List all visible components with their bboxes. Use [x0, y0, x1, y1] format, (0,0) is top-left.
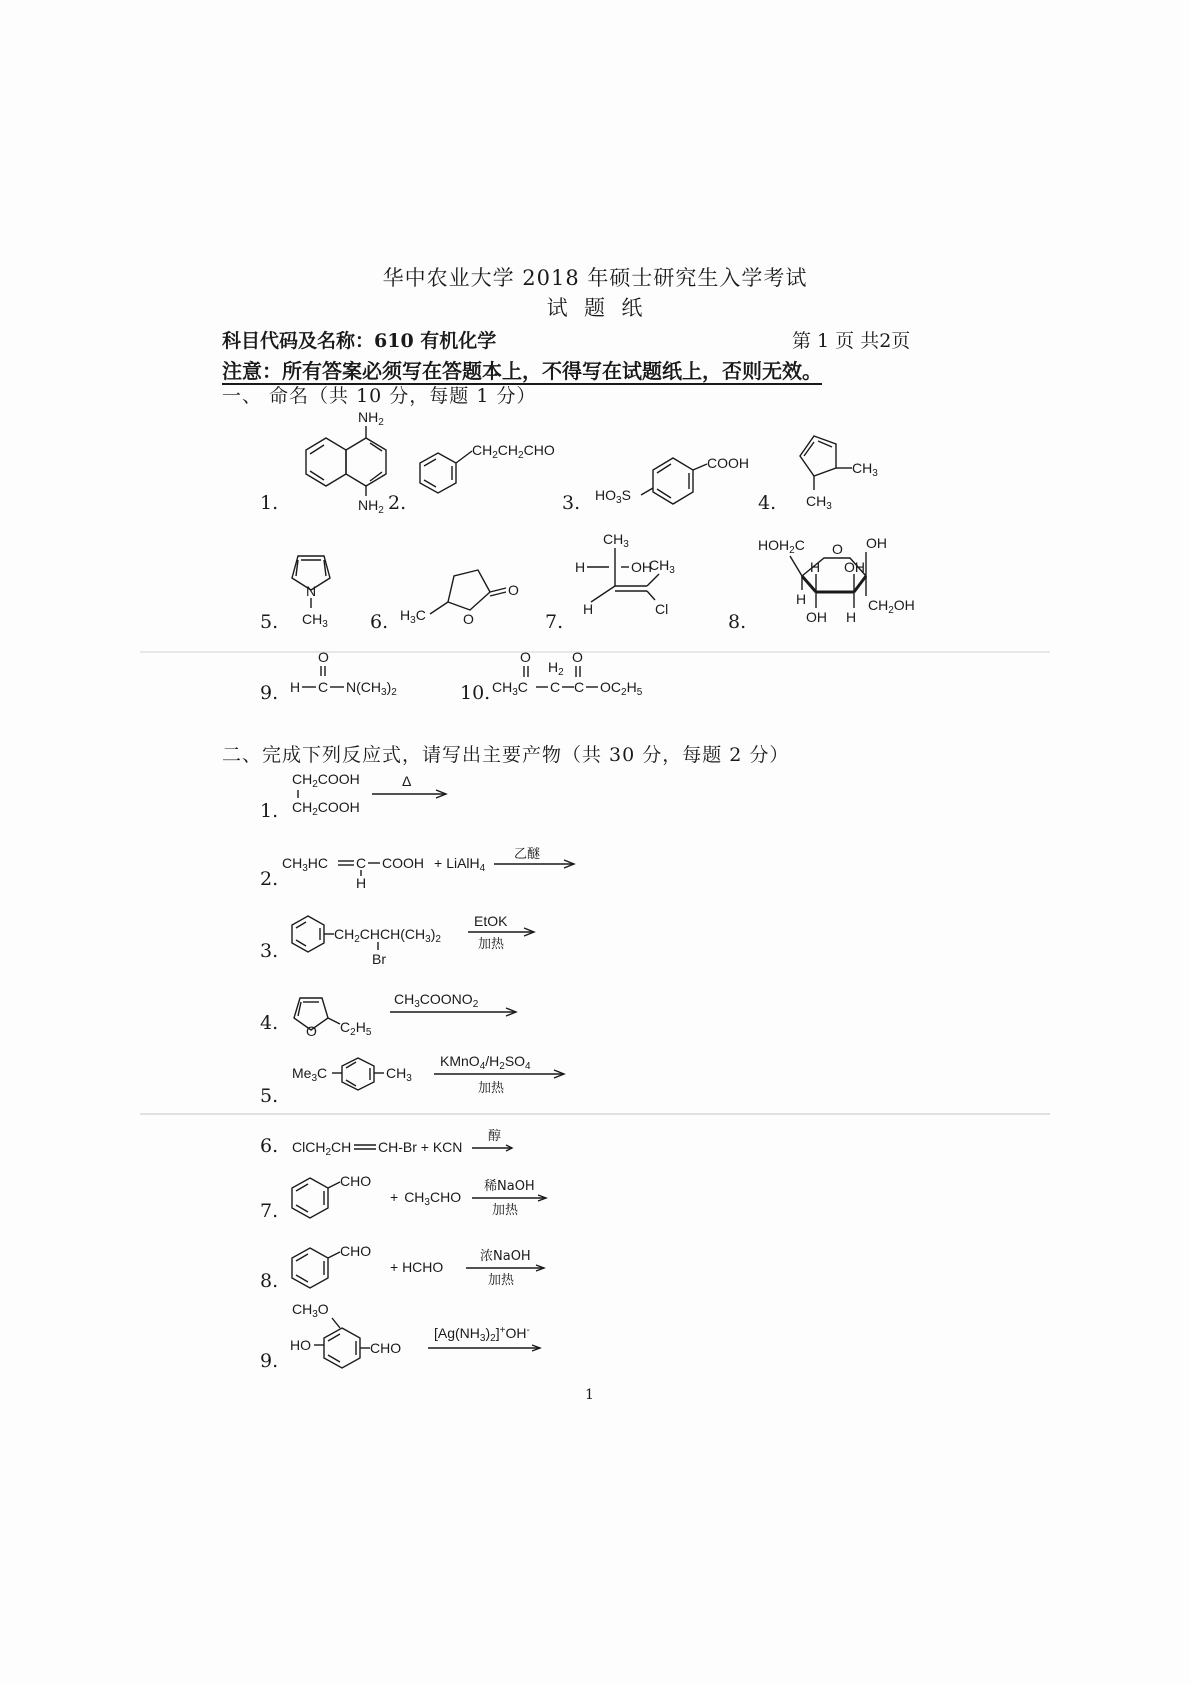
svg-text:ClCH2CH	[292, 1139, 351, 1158]
o-label: O	[832, 541, 843, 557]
sub: 2	[391, 687, 397, 698]
ch3-label: CH	[386, 1065, 407, 1081]
reaction-6	[292, 1128, 552, 1168]
nh2-label: NH	[358, 497, 379, 513]
structure-lactone	[400, 560, 530, 630]
o-label: O	[463, 611, 474, 627]
sub: 4	[479, 863, 486, 874]
svg-text:KMnO4/H2SO4	[440, 1053, 531, 1072]
notice: 注意：所有答案必须写在答题本上，不得写在试题纸上，否则无效。	[222, 359, 822, 383]
svg-text:CH2CH2CHO	[472, 442, 555, 461]
sub: 2	[558, 667, 564, 678]
sub: 2	[354, 934, 360, 945]
paren: )	[430, 926, 436, 942]
q1-3-number: 3.	[562, 492, 581, 514]
svg-text:HOH2C	[758, 537, 805, 556]
h-label: H	[575, 559, 586, 575]
clch2ch-label: ClCH	[292, 1139, 326, 1155]
hc-label: HC	[307, 855, 329, 871]
oh-label: OH	[631, 559, 652, 575]
ch3coono-label: CH	[394, 991, 415, 1007]
h-label: H	[626, 679, 637, 695]
q1-5-number: 5.	[260, 611, 279, 633]
c-label: C	[356, 855, 367, 871]
structure-phenylpropanal	[418, 442, 578, 505]
sub: 3	[669, 565, 675, 576]
ch3-label: CH	[302, 611, 323, 627]
h-label: H	[796, 591, 807, 607]
svg-text:NH2	[358, 497, 384, 516]
h-label: H	[355, 1019, 366, 1035]
bracket: ]	[495, 1325, 500, 1341]
oh-label: OH	[866, 535, 887, 551]
page-number: 1	[585, 1387, 594, 1403]
cooh-label: COOH	[317, 771, 360, 787]
h3c-label: H	[400, 607, 411, 623]
sub: 3	[311, 1073, 318, 1084]
alcohol-label: 醇	[488, 1129, 502, 1144]
q1-1-number: 1.	[260, 492, 279, 514]
q2-2-number: 2.	[260, 868, 279, 890]
h-label: H	[810, 559, 821, 575]
sub: 2	[325, 1147, 332, 1158]
svg-text:H3C	[400, 607, 426, 626]
sub: 4	[479, 1061, 486, 1072]
ch3-label: CH	[603, 531, 624, 547]
oh-label: OH	[505, 1325, 527, 1341]
svg-text:+LiAlH4	[434, 855, 486, 874]
q2-5-number: 5.	[260, 1085, 279, 1107]
cho-label: CHO	[340, 1173, 372, 1189]
o-label: O	[318, 649, 329, 665]
svg-text:CH3C	[492, 679, 528, 698]
cho-label: CHO	[429, 1189, 462, 1205]
reaction-1	[290, 768, 460, 824]
q1-2-number: 2.	[388, 492, 407, 514]
lialh-label: LiAlH	[446, 855, 480, 871]
ch2-label: CH	[472, 442, 493, 458]
svg-text:CH2COOH	[292, 799, 360, 818]
chch-label: CHCH(CH	[359, 926, 426, 942]
h-label: H	[583, 601, 594, 617]
ch3cho-label: CH	[404, 1189, 425, 1205]
c-label: C	[318, 679, 329, 695]
heat-label: 加热	[488, 1273, 515, 1288]
sub: 3	[322, 619, 328, 630]
structure-dmf	[290, 650, 440, 700]
q2-1-number: 1.	[260, 800, 279, 822]
structure-diaminonaphthalene	[288, 409, 398, 516]
cooh-label: COOH	[317, 799, 360, 815]
q2-9-number: 9.	[260, 1350, 279, 1372]
delta-label: Δ	[402, 773, 412, 789]
c-label: C	[794, 537, 805, 553]
structure-furanose	[758, 530, 928, 630]
svg-text:+CH3CHO	[390, 1189, 461, 1208]
svg-text:CH2COOH	[292, 771, 360, 790]
page-info: 第 1 页 共2页	[792, 330, 911, 352]
svg-text:HO3S	[595, 487, 631, 506]
q1-7-number: 7.	[545, 611, 564, 633]
sub: 3	[616, 495, 622, 506]
exam-subtitle: 试 题 纸	[546, 296, 644, 320]
ho3s-label: HO	[595, 487, 616, 503]
reaction-9	[290, 1300, 550, 1380]
o-label: O	[508, 582, 519, 598]
q1-6-number: 6.	[370, 611, 389, 633]
reaction-5	[292, 1050, 572, 1110]
ag-label: [Ag(NH	[434, 1325, 480, 1341]
svg-text:CH2CHCH(CH3)2	[334, 926, 441, 945]
cl-label: Cl	[655, 601, 669, 617]
sub: 3	[406, 1073, 412, 1084]
ch2-label: CH	[292, 771, 313, 787]
s-label: S	[621, 487, 631, 503]
svg-text:[Ag(NH3)2]+OH-	[434, 1325, 530, 1344]
nch3-label: N(CH	[346, 679, 381, 695]
sub: 2	[472, 999, 479, 1010]
svg-text:CH3	[852, 460, 878, 479]
br-label: Br	[372, 951, 386, 967]
cooh-label: COOH	[382, 855, 424, 871]
sub: 3	[312, 1309, 318, 1320]
structure-methylpyrrole	[290, 548, 350, 628]
c-label: C	[550, 679, 561, 695]
sub: 3	[826, 501, 832, 512]
ho-label: HO	[290, 1337, 311, 1353]
sub: 3	[410, 615, 416, 626]
scan-fold-line	[140, 1113, 1050, 1115]
ch2-label: CH	[292, 799, 313, 815]
sub: 5	[365, 1027, 372, 1038]
c-label: C	[517, 679, 528, 695]
paren: )	[386, 679, 392, 695]
heat-label: 加热	[492, 1203, 519, 1218]
o-label: O	[306, 1023, 317, 1039]
q1-9-number: 9.	[260, 682, 279, 704]
svg-text:CH3	[806, 493, 832, 512]
sub: 2	[789, 545, 795, 556]
reaction-2	[282, 848, 602, 898]
o-label: O	[572, 649, 583, 665]
svg-text:H2	[548, 659, 564, 678]
coono-label: COONO	[419, 991, 473, 1007]
structure-ethyl-acetoacetate	[492, 650, 672, 700]
c-label: C	[415, 607, 426, 623]
q2-8-number: 8.	[260, 1270, 279, 1292]
sub: 2	[378, 505, 384, 516]
sub: 2	[312, 779, 318, 790]
svg-text:CH3COONO2	[394, 991, 479, 1010]
h-label: H	[846, 609, 857, 625]
heat-label: 加热	[478, 937, 505, 952]
svg-text:CH3	[603, 531, 629, 550]
cho-label: CHO	[523, 442, 555, 458]
ch2oh-label: CH	[868, 597, 889, 613]
chbr-kcn-label: CH-Br + KCN	[378, 1139, 463, 1155]
h-label: H	[290, 679, 301, 695]
svg-text:CH2OH	[868, 597, 915, 616]
structure-sulfobenzoic-acid	[595, 448, 775, 508]
reaction-4	[292, 990, 532, 1040]
subject-line: 科目代码及名称：610 有机化学	[222, 330, 497, 352]
oc2h5-label: OC	[600, 679, 621, 695]
sub: 2	[492, 450, 498, 461]
sub: 2	[518, 450, 524, 461]
ch3-label: CH	[649, 557, 670, 573]
me3c-label: Me	[292, 1065, 312, 1081]
ether-label: 乙醚	[514, 847, 541, 862]
n-label: N	[306, 583, 317, 599]
sup: +	[499, 1325, 506, 1336]
c-label: C	[317, 1065, 328, 1081]
q2-4-number: 4.	[260, 1012, 279, 1034]
section2-title: 二、完成下列反应式，请写出主要产物（共 30 分，每题 2 分）	[222, 744, 790, 766]
o-label: O	[317, 1301, 329, 1317]
plus: +	[434, 855, 443, 871]
sub: 3	[424, 1197, 430, 1208]
sub: 2	[435, 934, 441, 945]
q1-10-number: 10.	[460, 682, 491, 704]
ch-label: CH	[331, 1139, 352, 1155]
svg-text:CH3	[302, 611, 328, 630]
reaction-7	[290, 1172, 560, 1232]
q2-3-number: 3.	[260, 940, 279, 962]
svg-text:CH3	[649, 557, 675, 576]
ch3-label: CH	[852, 460, 873, 476]
ch3-label: CH	[492, 679, 513, 695]
sub: 3	[425, 934, 431, 945]
q1-4-number: 4.	[758, 492, 777, 514]
svg-text:CH3O	[292, 1301, 329, 1320]
sub: 2	[312, 807, 318, 818]
oh-label: OH	[844, 559, 865, 575]
conc-naoh-label: 浓NaOH	[480, 1249, 531, 1264]
etok-label: EtOK	[474, 913, 508, 929]
svg-text:OC2H5	[600, 679, 643, 698]
reaction-8	[290, 1242, 560, 1302]
oh-label: OH	[893, 597, 915, 613]
sub: 3	[872, 468, 878, 479]
q2-7-number: 7.	[260, 1200, 279, 1222]
h2-label: H	[548, 659, 559, 675]
heat-label: 加热	[478, 1081, 505, 1096]
kmno4-label: KMnO	[440, 1053, 480, 1069]
sub: 2	[499, 1061, 505, 1072]
c2h5-label: C	[340, 1019, 351, 1035]
sub: 2	[621, 687, 627, 698]
sub: 3	[414, 999, 420, 1010]
svg-text:NH2	[358, 409, 384, 428]
q2-6-number: 6.	[260, 1135, 279, 1157]
dilute-naoh-label: 稀NaOH	[484, 1179, 535, 1194]
svg-text:CH3	[386, 1065, 412, 1084]
sub: 2	[350, 1027, 356, 1038]
cooh-label: COOH	[707, 455, 749, 471]
cho-label: CHO	[370, 1340, 402, 1356]
sub: 3	[302, 863, 308, 874]
sub: 3	[512, 687, 518, 698]
svg-text:CH3HC	[282, 855, 328, 874]
nh2-label: NH	[358, 409, 379, 425]
h-label: H	[356, 875, 367, 891]
plus: +	[390, 1189, 399, 1205]
o-label: O	[520, 649, 531, 665]
sub: 3	[479, 1333, 486, 1344]
reaction-3	[288, 912, 548, 972]
sub: 2	[490, 1333, 496, 1344]
sub: 3	[623, 539, 629, 550]
ch2-label: CH	[334, 926, 355, 942]
oh-label: OH	[806, 609, 827, 625]
ch2-label: CH	[497, 442, 519, 458]
section1-title: 一、 命名（共 10 分，每题 1 分）	[222, 385, 537, 407]
ch3-label: CH	[806, 493, 827, 509]
sup: -	[526, 1325, 530, 1336]
svg-text:C2H5	[340, 1019, 372, 1038]
so4-label: SO	[504, 1053, 526, 1069]
sub: 4	[525, 1061, 531, 1072]
cho-label: CHO	[340, 1243, 372, 1259]
h2so4-label: /H	[485, 1053, 500, 1069]
ch3o-label: CH	[292, 1301, 313, 1317]
hoh2c-label: HOH	[758, 537, 790, 553]
svg-text:Me3C	[292, 1065, 327, 1084]
sub: 3	[381, 687, 387, 698]
sub: 2	[888, 605, 894, 616]
hcho-label: + HCHO	[390, 1259, 444, 1275]
structure-chlorobutenol	[575, 530, 695, 630]
ch3hc-label: CH	[282, 855, 303, 871]
c-label: C	[574, 679, 585, 695]
paren: )	[485, 1325, 491, 1341]
svg-text:N(CH3)2	[346, 679, 397, 698]
sub: 2	[378, 417, 384, 428]
structure-dimethylcyclopentadiene	[792, 432, 902, 512]
exam-title: 华中农业大学 2018 年硕士研究生入学考试	[382, 266, 808, 290]
q1-8-number: 8.	[728, 611, 747, 633]
sub: 5	[636, 687, 643, 698]
